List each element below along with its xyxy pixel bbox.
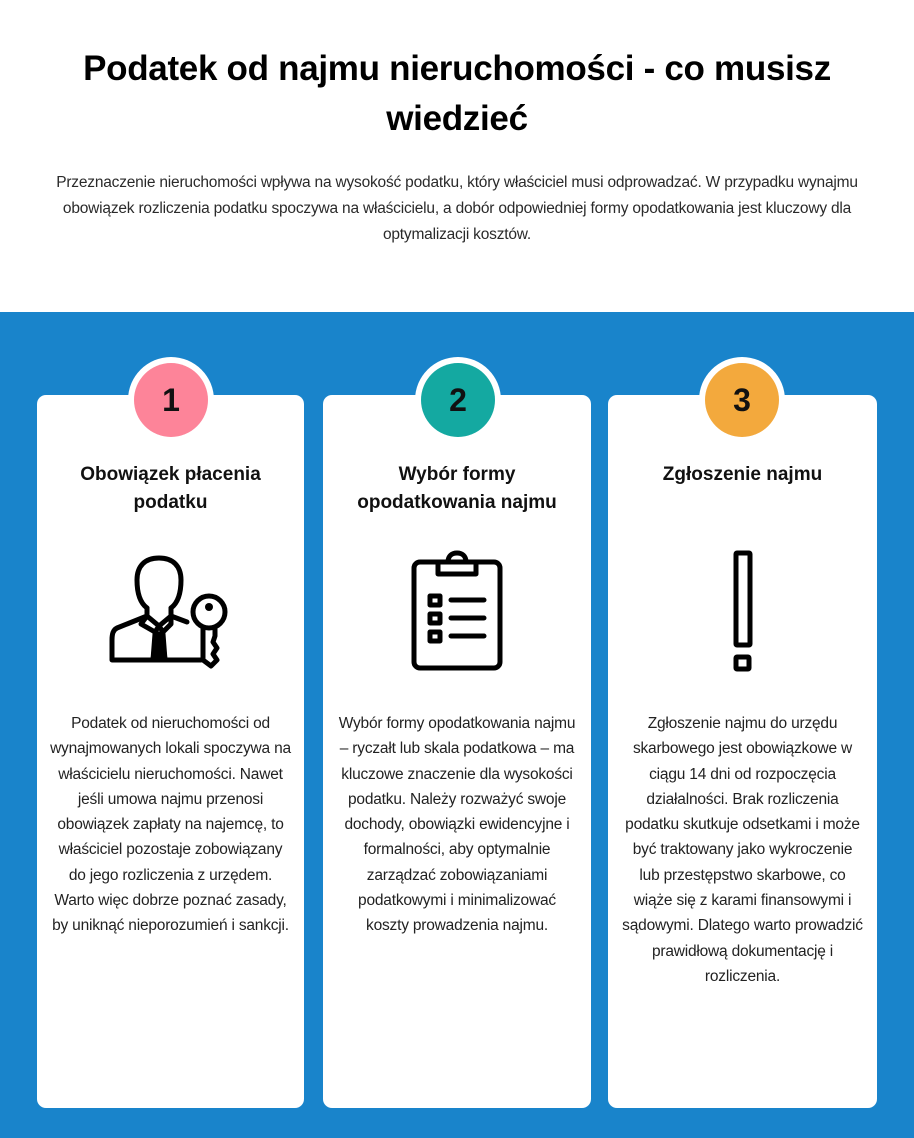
card-title: Obowiązek płacenia podatku [80,464,261,513]
clipboard-checklist-icon [410,550,504,677]
step-badge-1 [128,357,214,443]
card-title: Zgłoszenie najmu [662,464,823,485]
card-text: Wybór formy opodatkowania najmu – ryczałt lub skala podatkowa – ma kluczowe znaczenie dla wysokości podatku. Należy rozważyć swoje dochody, obowiązki ewidencyjne i formalności, aby optymalnie zarządzać zobowiązaniami podatkowymi i minimalizować koszty prowadzenia najmu. [338,715,576,935]
exclamation-icon [733,550,753,677]
step-number: 3 [705,363,779,437]
step-badge-2 [415,357,501,443]
page-title: Podatek od najmu nieruchomości - co musisz wiedzieć [83,49,831,138]
step-badge-3 [699,357,785,443]
header-section [0,0,914,312]
card-title: Wybór formy opodatkowania najmu [357,464,557,513]
card-text: Zgłoszenie najmu do urzędu skarbowego jest obowiązkowe w ciągu 14 dni od rozpoczęcia działalności. Brak rozliczenia podatku skutkuje odsetkami i może być traktowany jako wykroczenie lub przestępstwo skarbowe, co wiąże się z karami finansowymi i sądowymi. Dlatego warto prowadzić prawidłową dokumentację i rozliczenia. [622,715,863,985]
step-number: 2 [421,363,495,437]
intro-paragraph: Przeznaczenie nieruchomości wpływa na wysokość podatku, który właściciel musi odprowadzać. W przypadku wynajmu obowiązek rozliczenia podatku spoczywa na właścicielu, a dobór odpowiedniej formy opodatkowania jest kluczowy dla optymalizacji kosztów. [56,174,858,243]
businessman-key-icon [109,550,233,675]
card-text: Podatek od nieruchomości od wynajmowanych lokali spoczywa na właścicielu nieruchomości. Nawet jeśli umowa najmu przenosi obowiązek zapłaty na najemcę, to właściciel pozostaje zobowiązany do jego rozliczenia z urzędem. Warto więc dobrze poznać zasady, by uniknąć nieporozumień i sankcji. [50,715,291,935]
step-card-2 [323,395,591,1108]
step-card-3 [608,395,877,1108]
step-card-1 [37,395,304,1108]
step-number: 1 [134,363,208,437]
